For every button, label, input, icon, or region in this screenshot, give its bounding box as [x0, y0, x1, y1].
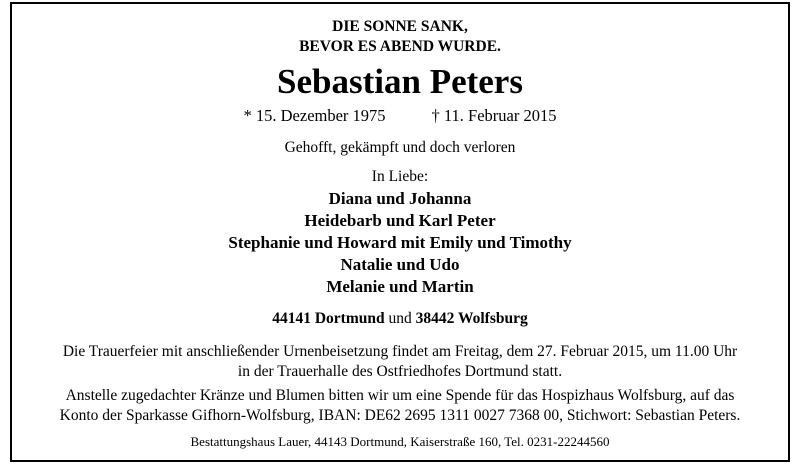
undertaker-footer: Bestattungshaus Lauer, 44143 Dortmund, Kaiserstraße 160, Tel. 0231-22244560	[190, 434, 610, 449]
quote: Gehofft, gekämpft und doch verloren	[284, 139, 516, 156]
funeral-service-info	[12, 342, 788, 381]
place-wolfsburg: 38442 Wolfsburg	[415, 310, 528, 327]
motto-line-1: DIE SONNE SANK,	[332, 18, 468, 35]
in-love-label: In Liebe:	[371, 168, 429, 185]
mourner-line: Stephanie und Howard mit Emily und Timothy	[228, 233, 572, 252]
places-line	[12, 309, 788, 329]
death-date: † 11. Februar 2015	[431, 106, 557, 125]
life-dates	[12, 106, 788, 126]
obituary-notice	[10, 2, 790, 462]
deceased-name: Sebastian Peters	[277, 62, 523, 101]
birth-date: * 15. Dezember 1975	[243, 106, 386, 125]
service-line-1: Die Trauerfeier mit anschließender Urnenbeisetzung findet am Freitag, dem 27. Februar 2015, um 11.00 Uhr	[62, 343, 738, 360]
mourners-list	[12, 188, 788, 298]
donation-line-2: Konto der Sparkasse Gifhorn-Wolfsburg, IBAN: DE62 2695 1311 0027 7368 00, Stichwort: Sebastian Peters.	[59, 406, 741, 424]
places-connector: und	[388, 310, 412, 327]
service-line-2: in der Trauerhalle des Ostfriedhofes Dortmund statt.	[237, 362, 563, 380]
donation-request	[12, 386, 788, 425]
mourner-line: Heidebarb und Karl Peter	[304, 211, 496, 230]
mourner-line: Natalie und Udo	[340, 255, 460, 274]
motto	[12, 17, 788, 57]
donation-line-1: Anstelle zugedachter Kränze und Blumen bitten wir um eine Spende für das Hospizhaus Wolfsburg, auf das	[65, 387, 735, 404]
mourner-line: Diana und Johanna	[328, 189, 472, 208]
motto-line-2: BEVOR ES ABEND WURDE.	[299, 38, 501, 55]
mourner-line: Melanie und Martin	[326, 277, 474, 296]
place-dortmund: 44141 Dortmund	[272, 310, 385, 327]
